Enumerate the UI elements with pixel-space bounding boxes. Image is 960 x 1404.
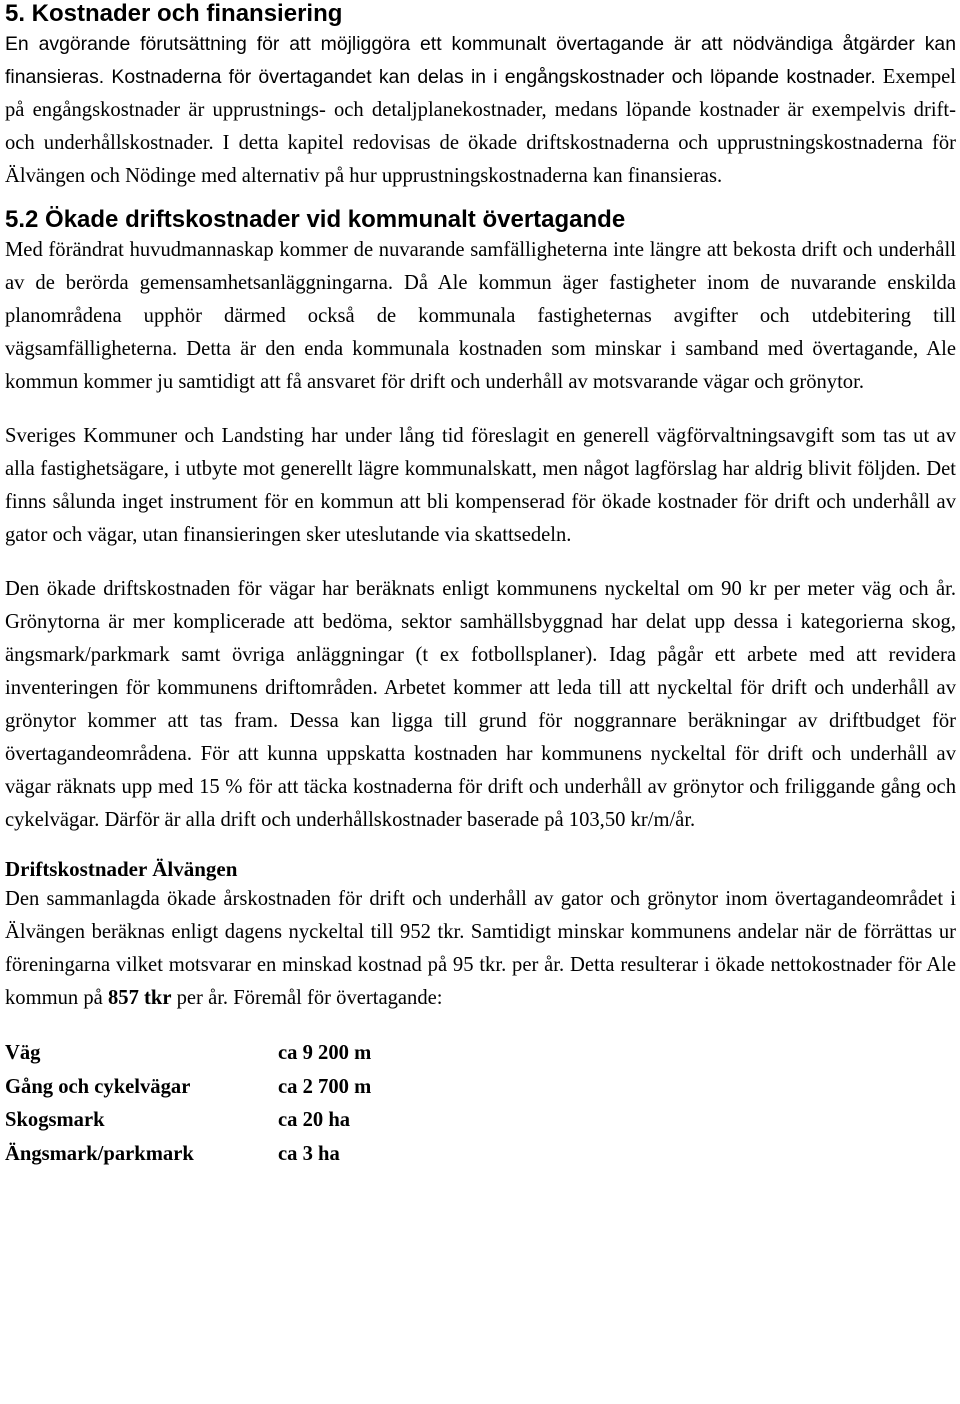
area-label: Skogsmark bbox=[5, 1109, 105, 1132]
document-page bbox=[5, 0, 956, 1171]
subsection-title: 5.2 Ökade driftskostnader vid kommunalt övertagande bbox=[5, 206, 626, 233]
alvangen-paragraph bbox=[5, 883, 956, 1015]
table-row bbox=[5, 1071, 371, 1105]
paragraph-1: Med förändrat huvudmannaskap kommer de nuvarande samfälligheterna inte längre att bekosta drift och underhåll av de berörda gemensamhetsanläggningarna. Då Ale kommun äger fastigheter inom de nuvarande enskilda planområdena upphör därmed också de kommunala fastigheternas avgifter och utdebitering till vägsamfälligheterna. Detta är den enda kommunala kostnaden som minskar i samband med övertagande, Ale kommun kommer ju samtidigt att få ansvaret för drift och underhåll av motsvarande vägar och grönytor. bbox=[5, 239, 956, 393]
alvangen-text-after: per år. Föremål för övertagande: bbox=[176, 987, 443, 1009]
table-row bbox=[5, 1037, 371, 1071]
table-row bbox=[5, 1138, 371, 1172]
paragraph-3: Den ökade driftskostnaden för vägar har beräknats enligt kommunens nyckeltal om 90 kr per meter väg och år. Grönytorna är mer komplicerade att bedöma, sektor samhällsbyggnad har delat upp dessa i kategorierna skog, ängsmark/parkmark samt övriga anläggningar (t ex fotbollsplaner). Idag pågår ett arbete med att revidera inventeringen för kommunens driftområden. Arbetet kommer att leda till att nyckeltal för drift och underhåll av grönytor kommer att tas fram. Dessa kan ligga till grund för noggrannare beräkningar av driftbudget för övertagandeområdena. För att kunna uppskatta kostnaden har kommunens nyckeltal för drift och underhåll av vägar räknats upp med 15 % för att täcka kostnaderna för drift och underhåll av grönytor och friliggande gång och cykelvägar. Därför är alla drift och underhållskostnader baserade på 103,50 kr/m/år. bbox=[5, 578, 956, 831]
area-label: Väg bbox=[5, 1042, 41, 1065]
area-value: ca 20 ha bbox=[278, 1109, 351, 1132]
area-value: ca 2 700 m bbox=[278, 1075, 372, 1098]
table-row bbox=[5, 1104, 371, 1138]
section-title: 5. Kostnader och finansiering bbox=[5, 0, 343, 27]
area-label: Gång och cykelvägar bbox=[5, 1075, 191, 1098]
net-cost-value: 857 tkr bbox=[107, 987, 172, 1009]
area-label: Ängsmark/parkmark bbox=[5, 1142, 194, 1165]
takeover-areas-table bbox=[5, 1037, 371, 1171]
area-value: ca 3 ha bbox=[278, 1142, 340, 1165]
section-intro bbox=[5, 28, 956, 193]
intro-sans-text: En avgörande förutsättning för att möjliggöra ett kommunalt övertagande är att nödvändiga åtgärder kan finansieras. Kostnaderna för övertagandet kan delas in i engångskostnader och löpande kostnader. bbox=[5, 33, 956, 88]
intro-serif-text: Exempel på engångskostnader är upprustnings- och detaljplanekostnader, medans löpande kostnader är exempelvis drift- och underhållskostnader. I detta kapitel redovisas de ökade driftskostnaderna och upprustningskostnaderna för Älvängen och Nödinge med alternativ på hur upprustningskostnaderna kan finansieras. bbox=[5, 66, 956, 187]
paragraph-2: Sveriges Kommuner och Landsting har under lång tid föreslagit en generell vägförvaltningsavgift som tas ut av alla fastighetsägare, i utbyte mot generellt lägre kommunalskatt, men något lagförslag har aldrig blivit följden. Det finns sålunda inget instrument för en kommun att bli kompenserad för ökade kostnader för drift och underhåll av gator och vägar, utan finansieringen sker uteslutande via skattsedeln. bbox=[5, 425, 956, 546]
area-value: ca 9 200 m bbox=[278, 1042, 372, 1065]
alvangen-heading: Driftskostnader Älvängen bbox=[5, 857, 238, 881]
alvangen-text-before: Den sammanlagda ökade årskostnaden för drift och underhåll av gator och grönytor inom övertagandeområdet i Älvängen beräknas enligt dagens nyckeltal till 952 tkr. Samtidigt minskar kommunens andelar när de förrättas ur föreningarna vilket motsvarar en minskad kostnad på 95 tkr. per år. Detta resulterar i ökade nettokostnader för Ale kommun på bbox=[5, 888, 956, 1009]
